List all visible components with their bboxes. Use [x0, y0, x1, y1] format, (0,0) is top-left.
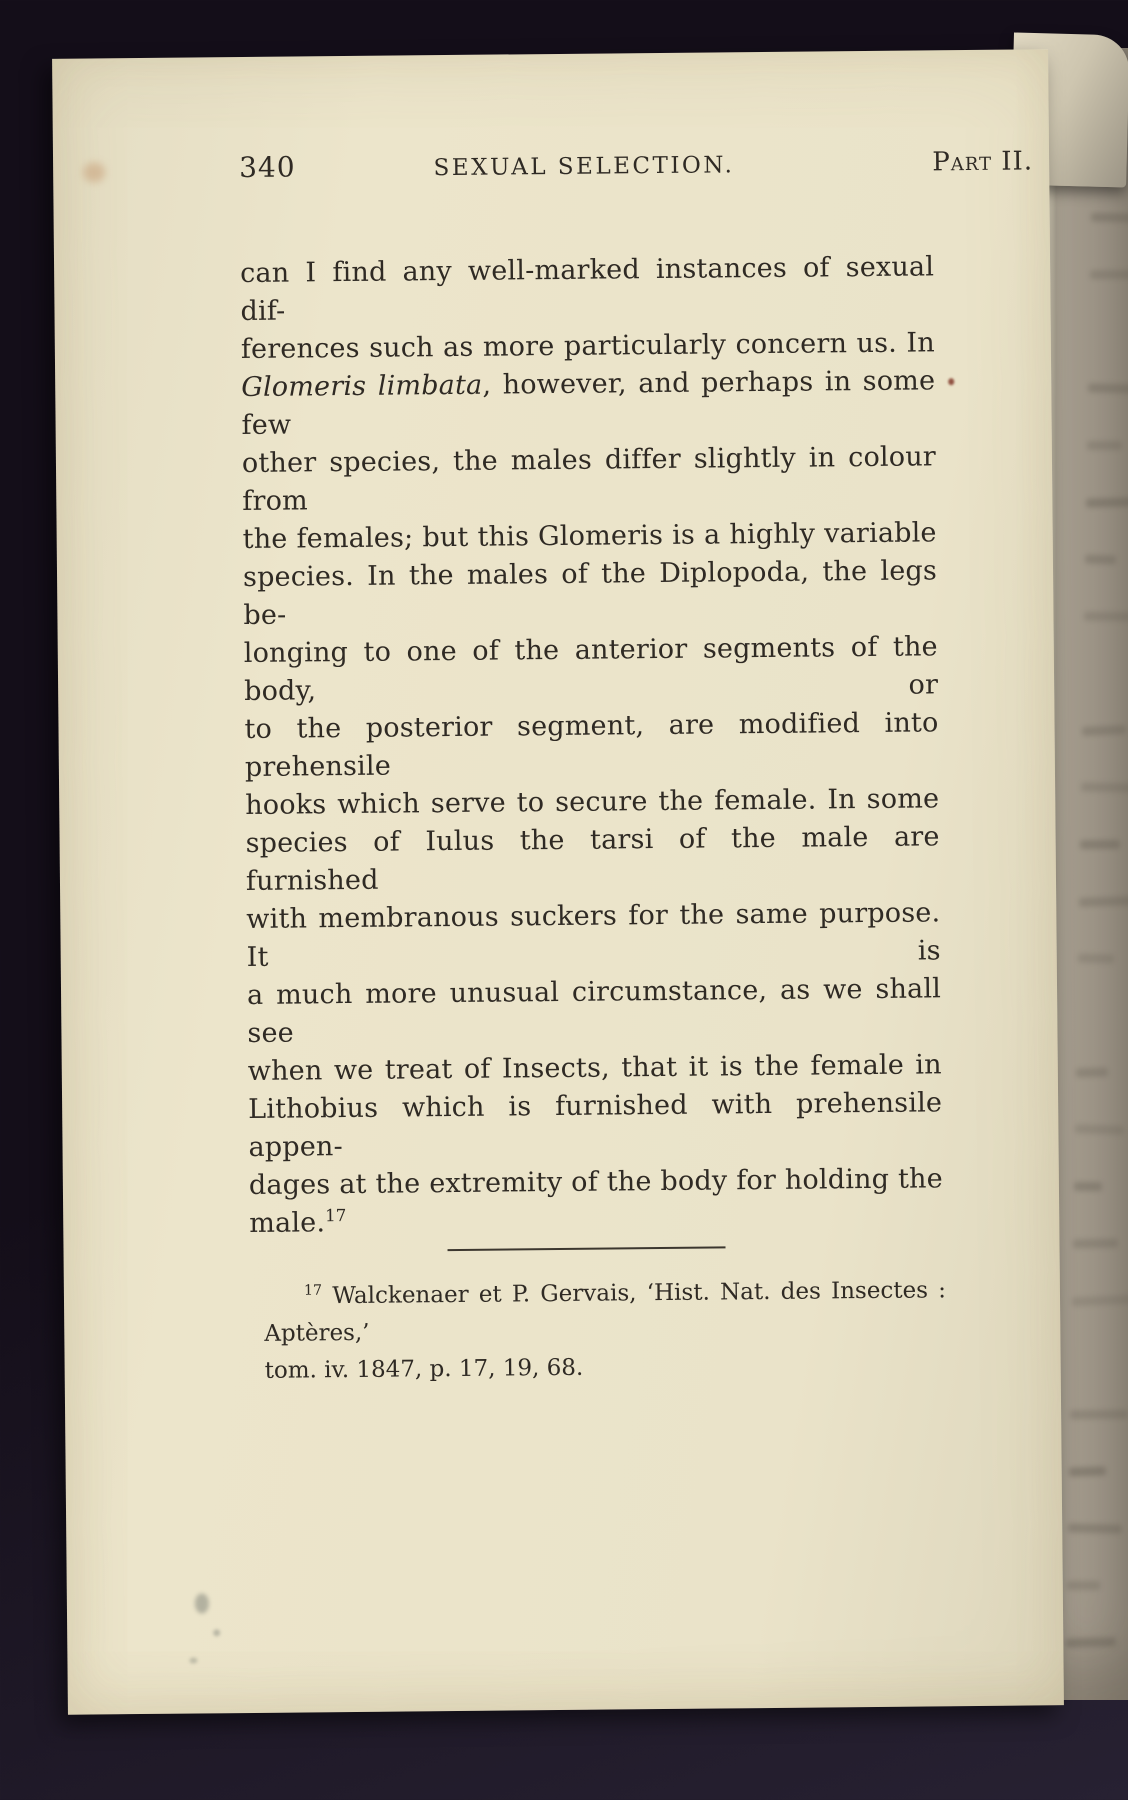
- edge-showthrough-mark: [1070, 1410, 1128, 1420]
- body-line: Glomeris limbata, however, and perhaps in some few: [241, 365, 936, 442]
- part-label: Part II.: [932, 146, 1034, 178]
- body-line: dages at the extremity of the body for holding the: [248, 1163, 944, 1201]
- body-line: longing to one of the anterior segments of the body, or: [243, 631, 939, 708]
- body-line: other species, the males differ slightly in colour from: [241, 441, 937, 518]
- page-header: [239, 143, 1033, 185]
- body-line: the females; but this Glomeris is a highly variable: [242, 517, 937, 556]
- edge-showthrough-mark: [1080, 840, 1120, 849]
- page-number: 340: [238, 150, 296, 185]
- paper-stain: [83, 162, 105, 182]
- edge-showthrough-mark: [1073, 1239, 1118, 1249]
- edge-showthrough-mark: [1088, 383, 1128, 393]
- edge-showthrough-mark: [1082, 725, 1126, 736]
- edge-showthrough-mark: [1072, 1295, 1128, 1307]
- edge-showthrough-mark: [1066, 1637, 1116, 1647]
- body-text: [240, 248, 943, 1243]
- body-line: to the posterior segment, are modified into prehensile: [244, 707, 939, 783]
- paper-stain: [948, 378, 954, 385]
- footnote-line: $^{17}$ Walckenaer et P. Gervais, ‘Hist. Nat. des Insectes : Aptères,’: [264, 1277, 947, 1347]
- body-line: male.$^{17}$: [249, 1205, 347, 1239]
- body-line: a much more unusual circumstance, as we shall see: [246, 973, 942, 1049]
- edge-showthrough-mark: [1086, 497, 1128, 507]
- body-line: species of Iulus the tarsi of the male are furnished: [245, 821, 940, 897]
- edge-showthrough-mark: [1074, 1182, 1102, 1191]
- body-line: can I find any well-marked instances of sexual dif-: [239, 251, 935, 328]
- edge-showthrough-mark: [1078, 954, 1114, 964]
- edge-showthrough-mark: [1075, 1124, 1124, 1135]
- body-line: with membranous suckers for the same purpose. It is: [246, 897, 941, 973]
- edge-showthrough-mark: [1084, 612, 1128, 621]
- footnote: [264, 1272, 947, 1390]
- pencil-mark: [195, 1593, 209, 1613]
- body-line: Lithobius which is furnished with prehensile appen-: [248, 1087, 943, 1163]
- footnote-separator: [448, 1246, 726, 1251]
- edge-showthrough-mark: [1068, 1523, 1122, 1533]
- body-line: species. In the males of the Diplopoda, the legs be-: [242, 555, 938, 632]
- body-line: hooks which serve to secure the female. In some: [245, 783, 940, 821]
- edge-showthrough-mark: [1079, 896, 1128, 907]
- edge-showthrough-mark: [1067, 1581, 1100, 1590]
- edge-showthrough-mark: [1069, 1466, 1106, 1476]
- footnote-line: tom. iv. 1847, p. 17, 19, 68.: [264, 1354, 584, 1384]
- running-title: SEXUAL SELECTION.: [433, 152, 735, 182]
- edge-showthrough-mark: [1076, 1068, 1108, 1078]
- pencil-mark: [213, 1629, 220, 1636]
- pencil-mark: [189, 1657, 197, 1663]
- edge-showthrough-mark: [1081, 782, 1128, 792]
- edge-showthrough-mark: [1085, 554, 1116, 564]
- edge-showthrough-mark: [1090, 270, 1128, 280]
- page-content: [238, 144, 1034, 1390]
- edge-showthrough-mark: [1087, 441, 1122, 450]
- edge-showthrough-mark: [1091, 213, 1128, 223]
- scanned-book-page: [52, 49, 1064, 1714]
- body-line: when we treat of Insects, that it is the female in: [247, 1049, 942, 1087]
- body-line: ferences such as more particularly concern us. In: [240, 327, 935, 366]
